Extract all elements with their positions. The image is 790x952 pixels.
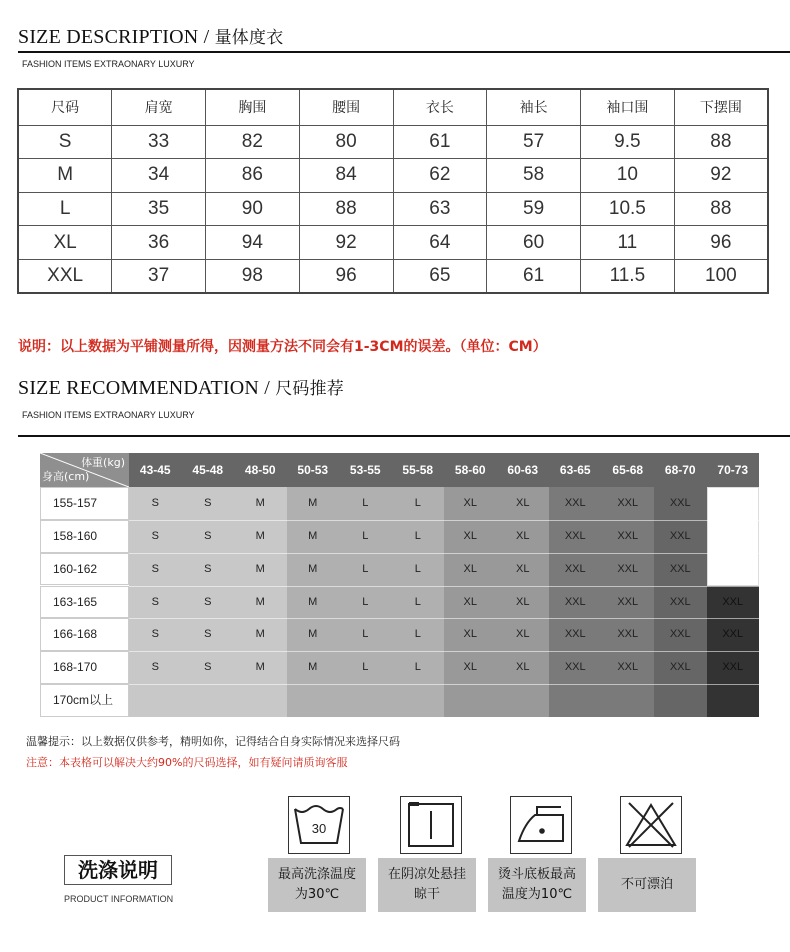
size-table-row xyxy=(18,192,768,226)
line-dry-shade-icon xyxy=(400,796,462,854)
recommended-size-cell: XL xyxy=(516,497,530,509)
bleach-label: 不可漂泊 xyxy=(598,858,696,912)
weight-range-label: 53-55 xyxy=(349,463,381,477)
recommended-size-cell: M xyxy=(255,529,265,542)
drying-label: 在阴凉处悬挂晾干 xyxy=(378,858,476,912)
recommended-size-cell: L xyxy=(414,661,421,674)
height-range-cell: 160-162 xyxy=(40,553,129,586)
measurement-cell: 36 xyxy=(112,226,206,260)
recommended-size-cell: S xyxy=(204,562,212,575)
recommended-size-cell: S xyxy=(204,628,212,641)
weight-axis-label: 体重(kg) xyxy=(81,456,125,469)
size-table xyxy=(17,88,769,294)
measurement-cell: 61 xyxy=(487,259,581,293)
recommended-size-cell: S xyxy=(151,628,159,641)
size-description-title-en: SIZE DESCRIPTION / xyxy=(18,26,210,48)
weight-range-label: 70-73 xyxy=(717,463,749,477)
weight-range-label: 65-68 xyxy=(612,463,644,477)
header-cell: 袖口围 xyxy=(581,89,675,125)
recommended-size-cell: XXL xyxy=(669,529,691,542)
weight-range-label: 43-45 xyxy=(139,463,171,477)
recommended-size-cell: XXL xyxy=(722,595,744,608)
recommended-size-cell: XXL xyxy=(669,628,691,641)
measurement-cell: 62 xyxy=(393,159,487,193)
coverage-note: 注意：本表格可以解决大约90%的尺码选择，如有疑问请质询客服 xyxy=(26,756,348,769)
recommended-size-cell: S xyxy=(204,661,212,674)
recommended-size-cell: XXL xyxy=(669,661,691,674)
recommended-size-cell: M xyxy=(255,661,265,674)
weight-range-label: 58-60 xyxy=(454,463,486,477)
recommended-size-cell: XXL xyxy=(564,529,586,542)
weight-range-label: 45-48 xyxy=(192,463,224,477)
size-description-title-zh: 量体度衣 xyxy=(214,28,284,48)
recommended-size-cell: M xyxy=(255,497,265,509)
recommended-size-cell: L xyxy=(362,595,369,608)
washing-subtitle: PRODUCT INFORMATION xyxy=(64,894,174,904)
header-cell: 下摆围 xyxy=(674,89,768,125)
measurement-cell: 94 xyxy=(206,226,300,260)
wash-30-icon xyxy=(288,796,350,854)
height-range-cell: 166-168 xyxy=(40,618,129,651)
recommended-size-cell: L xyxy=(362,562,369,575)
height-range-cell: 158-160 xyxy=(40,520,129,553)
recommended-size-cell: XL xyxy=(463,595,477,608)
recommended-size-cell: L xyxy=(362,529,369,542)
size-recommendation-subtitle: FASHION ITEMS EXTRAONARY LUXURY xyxy=(22,410,195,420)
weight-range-label: 50-53 xyxy=(297,463,329,477)
section-divider xyxy=(18,51,790,53)
header-cell: 尺码 xyxy=(18,89,112,125)
recommended-size-cell: XL xyxy=(463,497,477,509)
section-divider xyxy=(18,435,790,437)
recommended-size-cell: XXL xyxy=(564,628,586,641)
recommended-size-cell: S xyxy=(204,529,212,542)
size-table-header-row xyxy=(18,89,768,125)
weight-range-label: 68-70 xyxy=(664,463,696,477)
size-table-row xyxy=(18,259,768,293)
measurement-cell: 96 xyxy=(674,226,768,260)
recommended-size-cell: L xyxy=(414,595,421,608)
measurement-cell: 92 xyxy=(299,226,393,260)
size-label-cell: S xyxy=(18,125,112,159)
iron-low-icon xyxy=(510,796,572,854)
header-cell: 肩宽 xyxy=(112,89,206,125)
washing-instructions-title: 洗涤说明 xyxy=(64,855,172,885)
measurement-cell: 92 xyxy=(674,159,768,193)
recommended-size-cell: L xyxy=(414,529,421,542)
size-band xyxy=(707,487,760,586)
size-table-row xyxy=(18,125,768,159)
recommended-size-cell: S xyxy=(151,529,159,542)
reference-tip: 温馨提示：以上数据仅供参考，精明如你，记得结合自身实际情况来选择尺码 xyxy=(26,735,400,748)
height-range-cell: 170cm以上 xyxy=(40,684,129,717)
size-recommendation-grid xyxy=(40,453,759,717)
recommended-size-cell: S xyxy=(151,595,159,608)
recommended-size-cell: M xyxy=(255,595,265,608)
measurement-cell: 88 xyxy=(674,192,768,226)
recommended-size-cell: L xyxy=(414,628,421,641)
measurement-cell: 63 xyxy=(393,192,487,226)
recommended-size-cell: M xyxy=(255,628,265,641)
measurement-cell: 90 xyxy=(206,192,300,226)
measurement-cell: 10 xyxy=(581,159,675,193)
size-description-title xyxy=(18,23,283,49)
measurement-cell: 37 xyxy=(112,259,206,293)
measurement-cell: 98 xyxy=(206,259,300,293)
recommended-size-cell: L xyxy=(362,628,369,641)
recommended-size-cell: XXL xyxy=(669,562,691,575)
recommended-size-cell: XXL xyxy=(617,661,639,674)
measurement-cell: 35 xyxy=(112,192,206,226)
recommended-size-cell: XXL xyxy=(564,562,586,575)
size-table-row xyxy=(18,159,768,193)
recommended-size-cell: XXL xyxy=(722,661,744,674)
recommended-size-cell: L xyxy=(414,562,421,575)
measurement-cell: 59 xyxy=(487,192,581,226)
size-label-cell: L xyxy=(18,192,112,226)
recommended-size-cell: XXL xyxy=(617,562,639,575)
recommended-size-cell: XXL xyxy=(564,595,586,608)
recommended-size-cell: L xyxy=(362,497,369,509)
measurement-cell: 11 xyxy=(581,226,675,260)
size-recommendation-title-en: SIZE RECOMMENDATION / xyxy=(18,377,270,399)
recommended-size-cell: S xyxy=(204,497,212,509)
measurement-cell: 61 xyxy=(393,125,487,159)
recommended-size-cell: S xyxy=(204,595,212,608)
recommended-size-cell: XL xyxy=(463,628,477,641)
recommended-size-cell: M xyxy=(308,497,318,509)
recommended-size-cell: M xyxy=(308,661,318,674)
recommended-size-cell: M xyxy=(255,562,265,575)
recommended-size-cell: XXL xyxy=(669,595,691,608)
height-axis-label: 身高(cm) xyxy=(42,470,90,483)
ironing-label: 烫斗底板最高温度为10℃ xyxy=(488,858,586,912)
measurement-cell: 34 xyxy=(112,159,206,193)
measurement-note: 说明：以上数据为平铺测量所得，因测量方法不同会有1-3CM的误差。（单位：CM） xyxy=(18,339,547,355)
recommended-size-cell: XL xyxy=(463,562,477,575)
recommended-size-cell: XL xyxy=(516,661,530,674)
recommended-size-cell: XXL xyxy=(669,497,691,509)
size-recommendation-title-zh: 尺码推荐 xyxy=(275,379,344,399)
recommended-size-cell: XL xyxy=(463,529,477,542)
recommended-size-cell: M xyxy=(308,628,318,641)
wash-temperature-number: 30 xyxy=(311,821,327,836)
measurement-cell: 57 xyxy=(487,125,581,159)
size-label-cell: XXL xyxy=(18,259,112,293)
height-range-cell: 163-165 xyxy=(40,586,129,619)
measurement-cell: 11.5 xyxy=(581,259,675,293)
measurement-cell: 10.5 xyxy=(581,192,675,226)
size-description-subtitle: FASHION ITEMS EXTRAONARY LUXURY xyxy=(22,59,195,69)
header-cell: 袖长 xyxy=(487,89,581,125)
measurement-cell: 64 xyxy=(393,226,487,260)
weight-range-label: 60-63 xyxy=(507,463,539,477)
weight-range-label: 55-58 xyxy=(402,463,434,477)
measurement-cell: 58 xyxy=(487,159,581,193)
recommended-size-cell: XL xyxy=(516,529,530,542)
row-separator xyxy=(129,684,759,685)
header-cell: 衣长 xyxy=(393,89,487,125)
size-label-cell: XL xyxy=(18,226,112,260)
recommended-size-cell: XXL xyxy=(617,595,639,608)
recommended-size-cell: XL xyxy=(516,595,530,608)
recommended-size-cell: XL xyxy=(516,628,530,641)
height-range-cell: 155-157 xyxy=(40,487,129,520)
weight-range-label: 63-65 xyxy=(559,463,591,477)
size-table-row xyxy=(18,226,768,260)
no-bleach-icon xyxy=(620,796,682,854)
recommended-size-cell: XXL xyxy=(617,497,639,509)
measurement-cell: 86 xyxy=(206,159,300,193)
recommended-size-cell: S xyxy=(151,497,159,509)
measurement-cell: 96 xyxy=(299,259,393,293)
measurement-cell: 80 xyxy=(299,125,393,159)
recommended-size-cell: L xyxy=(414,497,421,509)
wash-temperature-label: 最高洗涤温度为30℃ xyxy=(268,858,366,912)
recommended-size-cell: XXL xyxy=(564,497,586,509)
recommended-size-cell: M xyxy=(308,595,318,608)
recommended-size-cell: XL xyxy=(463,661,477,674)
measurement-cell: 100 xyxy=(674,259,768,293)
recommended-size-cell: XL xyxy=(516,562,530,575)
recommended-size-cell: XXL xyxy=(722,628,744,641)
measurement-cell: 9.5 xyxy=(581,125,675,159)
weight-range-label: 48-50 xyxy=(244,463,276,477)
recommended-size-cell: M xyxy=(308,529,318,542)
recommended-size-cell: S xyxy=(151,661,159,674)
measurement-cell: 65 xyxy=(393,259,487,293)
recommended-size-cell: XXL xyxy=(617,529,639,542)
measurement-cell: 88 xyxy=(299,192,393,226)
measurement-cell: 60 xyxy=(487,226,581,260)
recommended-size-cell: XXL xyxy=(617,628,639,641)
recommended-size-cell: S xyxy=(151,562,159,575)
recommended-size-cell: XXL xyxy=(564,661,586,674)
measurement-cell: 88 xyxy=(674,125,768,159)
header-cell: 胸围 xyxy=(206,89,300,125)
size-label-cell: M xyxy=(18,159,112,193)
grid-corner xyxy=(40,453,129,487)
recommended-size-cell: L xyxy=(362,661,369,674)
size-recommendation-title xyxy=(18,374,344,400)
measurement-cell: 84 xyxy=(299,159,393,193)
height-range-cell: 168-170 xyxy=(40,651,129,684)
measurement-cell: 33 xyxy=(112,125,206,159)
measurement-cell: 82 xyxy=(206,125,300,159)
recommended-size-cell: M xyxy=(308,562,318,575)
header-cell: 腰围 xyxy=(299,89,393,125)
